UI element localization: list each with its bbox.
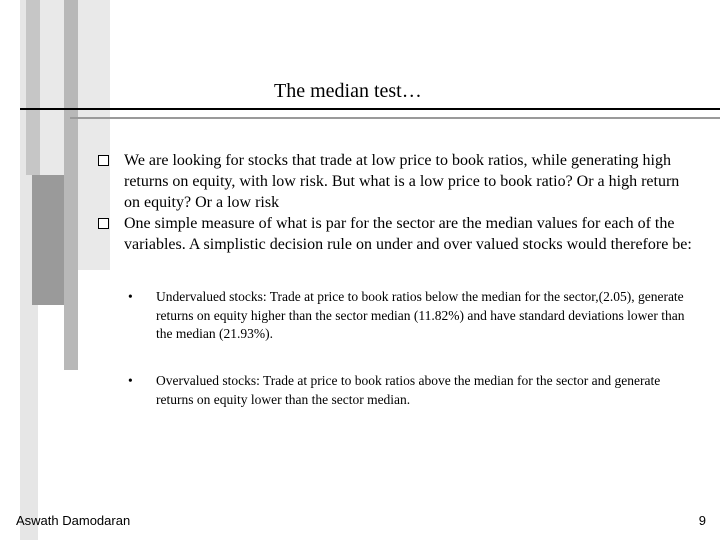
bullet-item — [98, 150, 698, 213]
slide-title: The median test… — [274, 80, 422, 102]
checkbox-bullet-icon — [98, 155, 109, 166]
title-rule — [20, 108, 720, 110]
checkbox-bullet-icon — [98, 218, 109, 229]
gray-bar — [26, 0, 40, 175]
sub-bullet-text: Overvalued stocks: Trade at price to book ratios above the median for the sector and generate returns on equity lower than the sector median. — [156, 373, 661, 407]
bullet-text: We are looking for stocks that trade at low price to book ratios, while generating high returns on equity, with low risk. But what is a low price to book ratio? Or a high return on equity? Or a low risk — [124, 152, 680, 211]
bullet-list — [98, 150, 698, 255]
gray-bar — [64, 0, 78, 370]
bullet-dot-icon: • — [128, 289, 133, 304]
bullet-item — [98, 213, 698, 255]
bullet-text: One simple measure of what is par for the sector are the median values for each of the variables. A simplistic decision rule on under and over valued stocks would therefore be: — [124, 215, 692, 253]
sub-bullet-text: Undervalued stocks: Trade at price to book ratios below the median for the sector,(2.05), generate returns on equity higher than the sector median (11.82%) and have standard deviations lower than the median (21.93%). — [156, 289, 685, 341]
page-number: 9 — [698, 513, 706, 528]
title-rule-shadow — [70, 117, 720, 119]
sub-bullet-item — [128, 372, 688, 409]
gray-bar — [32, 175, 64, 305]
footer-author: Aswath Damodaran — [16, 513, 131, 528]
bullet-dot-icon: • — [128, 373, 133, 388]
sub-bullet-item — [128, 288, 688, 344]
